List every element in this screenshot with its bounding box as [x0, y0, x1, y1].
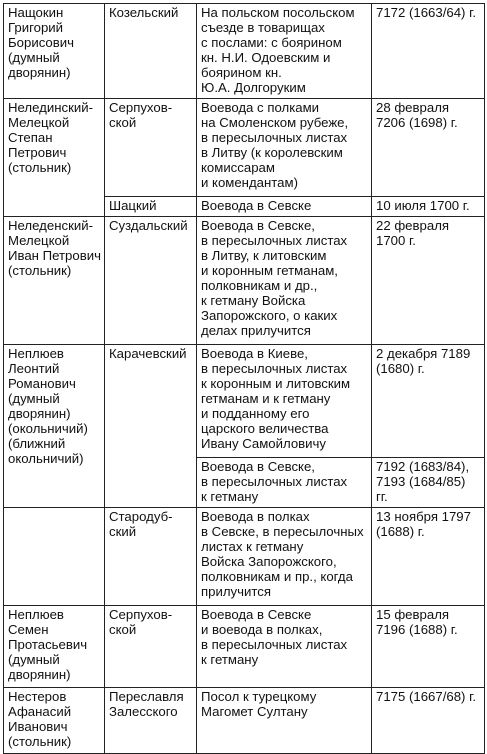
post-cell: Воевода в Севске	[197, 197, 372, 217]
table-row	[4, 606, 485, 688]
title-cell: Переславля Залесского	[105, 688, 197, 754]
title-cell: Серпухов- ской	[105, 99, 197, 197]
post-cell: Воевода в Киеве, в пересылочных листах к коронным и литовским гетманам и к гетману и подданному его царского величества Ивану Самойловичу	[197, 345, 372, 458]
table-row	[4, 99, 485, 197]
post-cell: Воевода в Севске, в пересылочных листах к гетману	[197, 458, 372, 508]
title-cell: Стародуб- ский	[105, 508, 197, 606]
table-row	[4, 508, 485, 606]
titles-table	[3, 3, 485, 754]
table-row	[4, 217, 485, 345]
title-cell: Карачевский	[105, 345, 197, 508]
date-cell: 13 ноября 1797 (1688) г.	[372, 508, 485, 606]
person-cell: Нащокин Григорий Борисович (думный дворянин)	[4, 4, 105, 99]
person-cell: Нестеров Афанасий Иванович (стольник)	[4, 688, 105, 754]
title-cell: Суздальский	[105, 217, 197, 345]
post-cell: Воевода в Севске, в пересылочных листах в Литву, к литовским и коронным гетманам, полковникам и др., к гетману Войска Запорожского, о каких делах прилучится	[197, 217, 372, 345]
date-cell: 10 июля 1700 г.	[372, 197, 485, 217]
post-cell: На польском посольском съезде в товарищах с послами: с боярином кн. Н.И. Одоевским и боярином кн. Ю.А. Долгоруким	[197, 4, 372, 99]
person-cell: Неледенский- Мелецкой Иван Петрович (стольник)	[4, 217, 105, 345]
person-cell: Нелединский- Мелецкой Степан Петрович (стольник)	[4, 99, 105, 217]
table-row	[4, 345, 485, 458]
post-cell: Воевода с полками на Смоленском рубеже, в пересылочных листах в Литву (к королевским комиссарам и комендантам)	[197, 99, 372, 197]
date-cell: 22 февраля 1700 г.	[372, 217, 485, 345]
date-cell: 7172 (1663/64) г.	[372, 4, 485, 99]
post-cell: Воевода в полках в Севске, в пересылочных листах к гетману Войска Запорожского, полковникам и пр., когда прилучится	[197, 508, 372, 606]
date-cell: 7175 (1667/68) г.	[372, 688, 485, 754]
person-cell: Неплюев Леонтий Романович (думный дворянин) (окольничий) (ближний окольничий)	[4, 345, 105, 508]
person-cell: Неплюев Семен Протасьевич (думный дворянин)	[4, 606, 105, 688]
date-cell: 7192 (1683/84), 7193 (1684/85) гг.	[372, 458, 485, 508]
person-cell-continued	[4, 508, 105, 606]
date-cell: 28 февраля 7206 (1698) г.	[372, 99, 485, 197]
table-row	[4, 4, 485, 99]
title-cell: Серпухов- ской	[105, 606, 197, 688]
post-cell: Воевода в Севске и воевода в полках, в пересылочных листах к гетману	[197, 606, 372, 688]
date-cell: 15 февраля 7196 (1688) г.	[372, 606, 485, 688]
date-cell: 2 декабря 7189 (1680) г.	[372, 345, 485, 458]
table-row	[4, 688, 485, 754]
post-cell: Посол к турецкому Магомет Султану	[197, 688, 372, 754]
title-cell: Козельский	[105, 4, 197, 99]
title-cell: Шацкий	[105, 197, 197, 217]
